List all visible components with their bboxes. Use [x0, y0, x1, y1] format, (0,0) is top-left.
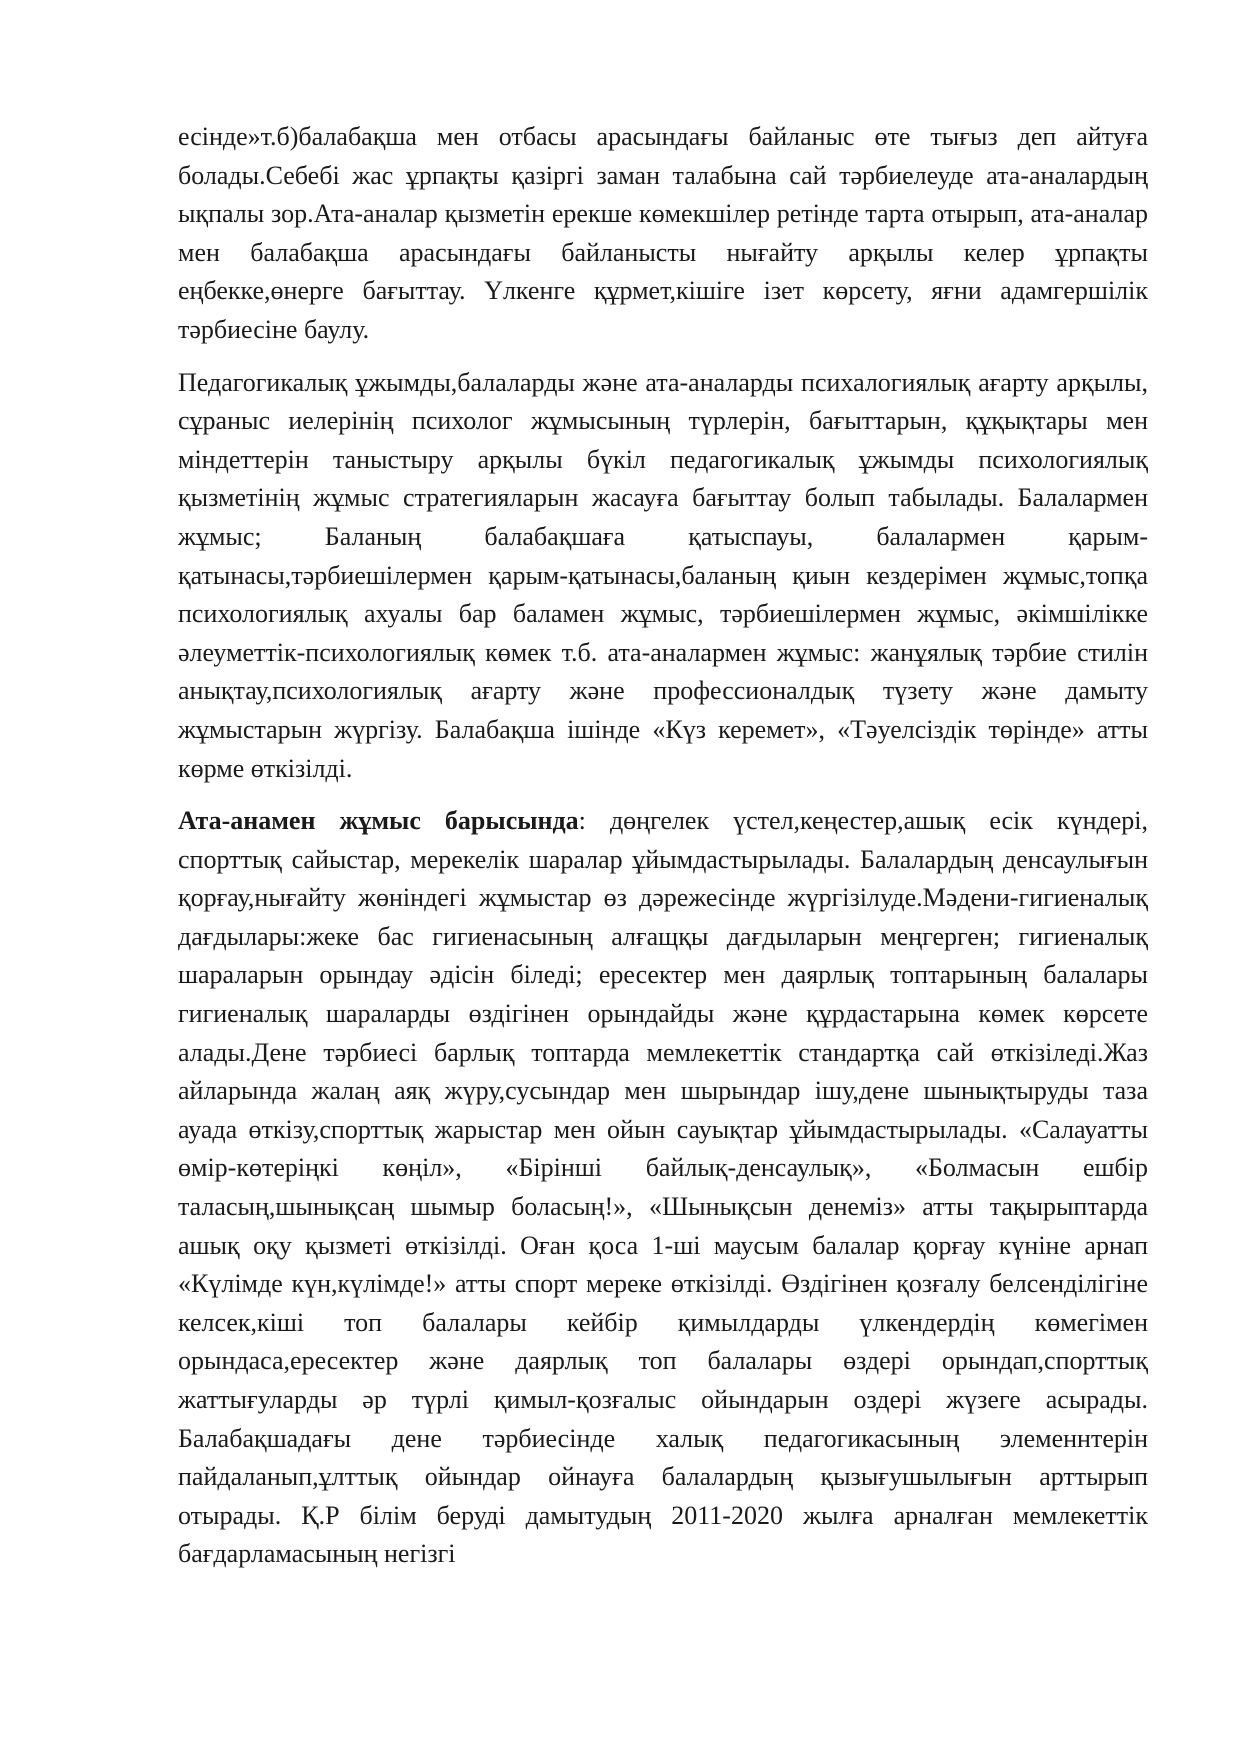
document-body	[178, 118, 1148, 1592]
paragraph-1: есінде»т.б)балабақша мен отбасы арасындағы байланыс өте тығыз деп айтуға болады.Себебі жас ұрпақты қазіргі заман талабына сай тәрбиелеуде ата-аналардың ықпалы зор.Ата-аналар қызметін ерекше көмекшілер ретінде тарта отырып, ата-аналар мен балабақша арасындағы байланысты нығайту арқылы келер ұрпақты еңбекке,өнерге бағыттау. Үлкенге құрмет,кішіге ізет көрсету, яғни адамгершілік тәрбиесіне баулу.	[178, 122, 1148, 344]
paragraph-3-lead-bold: Ата-анамен жұмыс барысында	[178, 806, 579, 836]
paragraph-2: Педагогикалық ұжымды,балаларды және ата-аналарды психалогиялық ағарту арқылы, сұраныс иелерінің психолог жұмысының түрлерін, бағыттарын, құқықтары мен міндеттерін таныстыру арқылы бүкіл педагогикалық ұжымды психологиялық қызметінің жұмыс стратегияларын жасауға бағыттау болып табылады. Балалармен жұмыс; Баланың балабақшаға қатыспауы, балалармен қарым-қатынасы,тәрбиешілермен қарым-қатынасы,баланың қиын кездерімен жұмыс,топқа психологиялық ахуалы бар баламен жұмыс, тәрбиешілермен жұмыс, әкімшілікке әлеуметтік-психологиялық көмек т.б. ата-аналармен жұмыс: жанұялық тәрбие стилін анықтау,психологиялық ағарту және профессионалдық түзету және дамыту жұмыстарын жүргізу. Балабақша ішінде «Күз керемет», «Тәуелсіздік төрінде» атты көрме өткізілді.	[178, 367, 1148, 783]
paragraph-3	[178, 802, 1148, 1574]
paragraph-3-text: : дөңгелек үстел,кеңестер,ашық есік күндері, спорттық сайыстар, мерекелік шаралар ұйымдастырылады. Балалардың денсаулығын қорғау,нығайту жөніндегі жұмыстар өз дәрежесінде жүргізілуде.Мәдени-гигиеналық дағдылары:жеке бас гигиенасының алғащқы дағдыларын меңгерген; гигиеналық шараларын орындау әдісін біледі; ересектер мен даярлық топтарының балалары гигиеналық шараларды өздігінен орындайды және құрдастарына көмек көрсете алады.Дене тәрбиесі барлық топтарда мемлекеттік стандартқа сай өткізіледі.Жаз айларында жалаң аяқ жүру,сусындар мен шырындар ішу,дене шынықтыруды таза ауада өткізу,спорттық жарыстар мен ойын сауықтар ұйымдастырылады. «Салауатты өмір-көтеріңкі көңіл», «Бірінші байлық-денсаулық», «Болмасын ешбір таласың,шынықсаң шымыр боласың!», «Шынықсын денеміз» атты тақырыптарда ашық оқу қызметі өткізілді. Оған қоса 1-ші маусым балалар қорғау күніне арнап «Күлімде күн,күлімде!» атты спорт мереке өткізілді. Өздігінен қозғалу белсенділігіне келсек,кіші топ балалары кейбір қимылдарды үлкендердің көмегімен орындаса,ересектер және даярлық топ балалары өздері орындап,спорттық жаттығуларды әр түрлі қимыл-қозғалыс ойындарын оздері жүзеге асырады. Балабақшадағы дене тәрбиесінде халық педагогикасының элеменнтерін пайдаланып,ұлттық ойындар ойнауға балалардың қызығушылығын арттырып отырады. Қ.Р білім беруді дамытудың 2011-2020 жылға арналған мемлекеттік бағдарламасының негізгі	[178, 806, 1148, 1569]
